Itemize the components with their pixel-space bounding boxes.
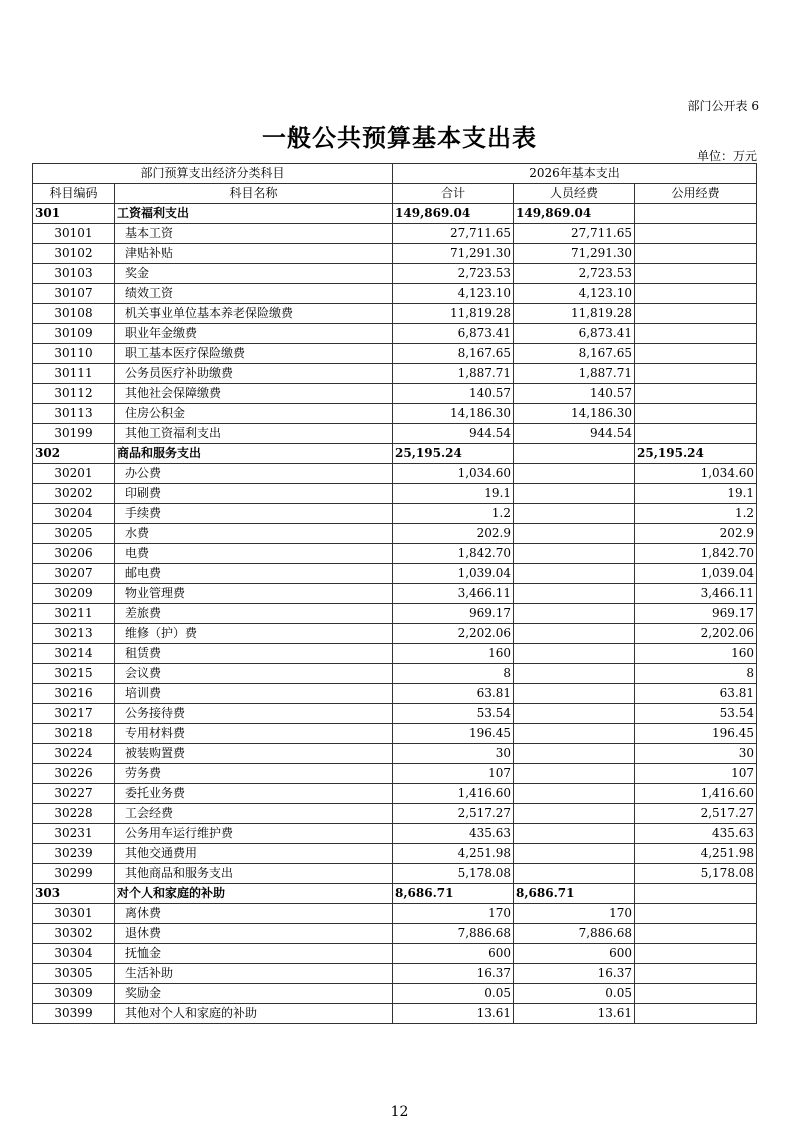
cell-public xyxy=(635,404,757,424)
cell-total: 53.54 xyxy=(393,704,514,724)
cell-total: 196.45 xyxy=(393,724,514,744)
cell-code: 30103 xyxy=(33,264,115,284)
cell-public xyxy=(635,284,757,304)
cell-name: 职工基本医疗保险缴费 xyxy=(115,344,393,364)
cell-personnel: 71,291.30 xyxy=(514,244,635,264)
column-header-personnel: 人员经费 xyxy=(514,184,635,204)
cell-public xyxy=(635,264,757,284)
cell-name: 办公费 xyxy=(115,464,393,484)
cell-name: 租赁费 xyxy=(115,644,393,664)
cell-name: 其他社会保障缴费 xyxy=(115,384,393,404)
group-header-basic-expenditure: 2026年基本支出 xyxy=(393,164,757,184)
table-row xyxy=(33,364,757,384)
cell-personnel xyxy=(514,624,635,644)
cell-public xyxy=(635,344,757,364)
cell-total: 600 xyxy=(393,944,514,964)
table-row xyxy=(33,344,757,364)
cell-public: 30 xyxy=(635,744,757,764)
cell-name: 工会经费 xyxy=(115,804,393,824)
table-row xyxy=(33,844,757,864)
cell-total: 149,869.04 xyxy=(393,204,514,224)
column-header-code: 科目编码 xyxy=(33,184,115,204)
cell-total: 27,711.65 xyxy=(393,224,514,244)
cell-total: 5,178.08 xyxy=(393,864,514,884)
cell-name: 其他工资福利支出 xyxy=(115,424,393,444)
cell-name: 劳务费 xyxy=(115,764,393,784)
cell-code: 30302 xyxy=(33,924,115,944)
cell-total: 7,886.68 xyxy=(393,924,514,944)
cell-public xyxy=(635,1004,757,1024)
cell-name: 公务接待费 xyxy=(115,704,393,724)
cell-code: 30109 xyxy=(33,324,115,344)
cell-public: 1,416.60 xyxy=(635,784,757,804)
cell-personnel: 8,167.65 xyxy=(514,344,635,364)
cell-code: 30217 xyxy=(33,704,115,724)
cell-code: 30218 xyxy=(33,724,115,744)
cell-total: 944.54 xyxy=(393,424,514,444)
cell-personnel: 149,869.04 xyxy=(514,204,635,224)
cell-name: 会议费 xyxy=(115,664,393,684)
cell-personnel xyxy=(514,724,635,744)
cell-code: 30399 xyxy=(33,1004,115,1024)
cell-public: 63.81 xyxy=(635,684,757,704)
cell-name: 机关事业单位基本养老保险缴费 xyxy=(115,304,393,324)
cell-personnel: 0.05 xyxy=(514,984,635,1004)
cell-code: 30199 xyxy=(33,424,115,444)
cell-code: 30209 xyxy=(33,584,115,604)
cell-name: 工资福利支出 xyxy=(115,204,393,224)
cell-personnel: 2,723.53 xyxy=(514,264,635,284)
table-body xyxy=(33,164,757,1024)
cell-code: 301 xyxy=(33,204,115,224)
cell-code: 303 xyxy=(33,884,115,904)
cell-total: 1,842.70 xyxy=(393,544,514,564)
cell-public: 25,195.24 xyxy=(635,444,757,464)
table-row xyxy=(33,504,757,524)
cell-name: 差旅费 xyxy=(115,604,393,624)
cell-personnel: 944.54 xyxy=(514,424,635,444)
cell-name: 其他商品和服务支出 xyxy=(115,864,393,884)
table-row xyxy=(33,524,757,544)
cell-personnel xyxy=(514,744,635,764)
cell-total: 140.57 xyxy=(393,384,514,404)
cell-total: 19.1 xyxy=(393,484,514,504)
table-row xyxy=(33,464,757,484)
cell-name: 公务用车运行维护费 xyxy=(115,824,393,844)
table-row xyxy=(33,424,757,444)
cell-name: 被装购置费 xyxy=(115,744,393,764)
table-row xyxy=(33,924,757,944)
group-header-row xyxy=(33,164,757,184)
cell-public: 160 xyxy=(635,644,757,664)
cell-code: 30216 xyxy=(33,684,115,704)
cell-total: 107 xyxy=(393,764,514,784)
cell-total: 2,517.27 xyxy=(393,804,514,824)
table-row xyxy=(33,304,757,324)
cell-name: 印刷费 xyxy=(115,484,393,504)
cell-total: 71,291.30 xyxy=(393,244,514,264)
cell-personnel: 140.57 xyxy=(514,384,635,404)
table-row xyxy=(33,564,757,584)
table-row xyxy=(33,724,757,744)
cell-code: 30231 xyxy=(33,824,115,844)
cell-public xyxy=(635,304,757,324)
cell-total: 4,251.98 xyxy=(393,844,514,864)
cell-total: 8,167.65 xyxy=(393,344,514,364)
cell-code: 30213 xyxy=(33,624,115,644)
cell-code: 30107 xyxy=(33,284,115,304)
cell-name: 对个人和家庭的补助 xyxy=(115,884,393,904)
page-number: 12 xyxy=(390,1104,409,1120)
cell-name: 专用材料费 xyxy=(115,724,393,744)
cell-public: 3,466.11 xyxy=(635,584,757,604)
cell-code: 30211 xyxy=(33,604,115,624)
cell-personnel xyxy=(514,464,635,484)
cell-name: 委托业务费 xyxy=(115,784,393,804)
cell-total: 160 xyxy=(393,644,514,664)
cell-code: 30204 xyxy=(33,504,115,524)
table-row xyxy=(33,704,757,724)
cell-name: 离休费 xyxy=(115,904,393,924)
cell-public xyxy=(635,984,757,1004)
cell-personnel xyxy=(514,824,635,844)
cell-personnel: 600 xyxy=(514,944,635,964)
cell-total: 14,186.30 xyxy=(393,404,514,424)
cell-personnel: 27,711.65 xyxy=(514,224,635,244)
cell-public xyxy=(635,384,757,404)
cell-public: 1,034.60 xyxy=(635,464,757,484)
table-row xyxy=(33,904,757,924)
cell-personnel xyxy=(514,604,635,624)
cell-personnel: 13.61 xyxy=(514,1004,635,1024)
cell-public xyxy=(635,364,757,384)
cell-public xyxy=(635,964,757,984)
cell-personnel xyxy=(514,784,635,804)
cell-public: 107 xyxy=(635,764,757,784)
cell-personnel xyxy=(514,704,635,724)
cell-public: 5,178.08 xyxy=(635,864,757,884)
cell-code: 30111 xyxy=(33,364,115,384)
cell-public xyxy=(635,244,757,264)
cell-public xyxy=(635,224,757,244)
column-header-row xyxy=(33,184,757,204)
cell-personnel xyxy=(514,644,635,664)
table-row xyxy=(33,944,757,964)
cell-personnel xyxy=(514,484,635,504)
cell-total: 8 xyxy=(393,664,514,684)
cell-personnel: 11,819.28 xyxy=(514,304,635,324)
cell-personnel xyxy=(514,804,635,824)
cell-public: 4,251.98 xyxy=(635,844,757,864)
cell-code: 30239 xyxy=(33,844,115,864)
cell-total: 1,416.60 xyxy=(393,784,514,804)
table-tag: 部门公开表 6 xyxy=(687,99,759,113)
page-title: 一般公共预算基本支出表 xyxy=(262,123,537,152)
cell-code: 30102 xyxy=(33,244,115,264)
cell-name: 商品和服务支出 xyxy=(115,444,393,464)
category-row xyxy=(33,444,757,464)
cell-public xyxy=(635,204,757,224)
cell-total: 1,887.71 xyxy=(393,364,514,384)
table-row xyxy=(33,1004,757,1024)
cell-name: 奖金 xyxy=(115,264,393,284)
cell-public: 435.63 xyxy=(635,824,757,844)
unit-label: 单位：万元 xyxy=(696,149,757,163)
cell-name: 培训费 xyxy=(115,684,393,704)
cell-total: 30 xyxy=(393,744,514,764)
cell-public xyxy=(635,944,757,964)
table-row xyxy=(33,384,757,404)
cell-code: 30205 xyxy=(33,524,115,544)
cell-public: 1,039.04 xyxy=(635,564,757,584)
cell-total: 1.2 xyxy=(393,504,514,524)
cell-public xyxy=(635,424,757,444)
cell-total: 2,202.06 xyxy=(393,624,514,644)
cell-code: 30207 xyxy=(33,564,115,584)
cell-code: 30113 xyxy=(33,404,115,424)
table-row xyxy=(33,744,757,764)
cell-total: 435.63 xyxy=(393,824,514,844)
cell-total: 63.81 xyxy=(393,684,514,704)
cell-code: 30206 xyxy=(33,544,115,564)
cell-public xyxy=(635,324,757,344)
cell-code: 30201 xyxy=(33,464,115,484)
cell-personnel: 8,686.71 xyxy=(514,884,635,904)
cell-public: 53.54 xyxy=(635,704,757,724)
cell-public: 2,517.27 xyxy=(635,804,757,824)
cell-public xyxy=(635,884,757,904)
cell-public xyxy=(635,904,757,924)
cell-name: 住房公积金 xyxy=(115,404,393,424)
table-row xyxy=(33,404,757,424)
cell-name: 绩效工资 xyxy=(115,284,393,304)
cell-code: 30301 xyxy=(33,904,115,924)
table-row xyxy=(33,864,757,884)
cell-public: 8 xyxy=(635,664,757,684)
cell-personnel xyxy=(514,684,635,704)
cell-personnel: 14,186.30 xyxy=(514,404,635,424)
cell-total: 25,195.24 xyxy=(393,444,514,464)
table-row xyxy=(33,224,757,244)
cell-personnel xyxy=(514,844,635,864)
cell-public: 202.9 xyxy=(635,524,757,544)
column-header-name: 科目名称 xyxy=(115,184,393,204)
cell-public: 1,842.70 xyxy=(635,544,757,564)
cell-personnel xyxy=(514,524,635,544)
cell-personnel xyxy=(514,444,635,464)
cell-personnel: 4,123.10 xyxy=(514,284,635,304)
cell-name: 维修（护）费 xyxy=(115,624,393,644)
table-row xyxy=(33,684,757,704)
cell-code: 302 xyxy=(33,444,115,464)
cell-personnel xyxy=(514,864,635,884)
cell-code: 30224 xyxy=(33,744,115,764)
cell-code: 30309 xyxy=(33,984,115,1004)
cell-total: 1,034.60 xyxy=(393,464,514,484)
cell-public: 19.1 xyxy=(635,484,757,504)
cell-personnel xyxy=(514,564,635,584)
cell-name: 基本工资 xyxy=(115,224,393,244)
cell-public: 1.2 xyxy=(635,504,757,524)
cell-public: 196.45 xyxy=(635,724,757,744)
cell-personnel: 170 xyxy=(514,904,635,924)
cell-total: 6,873.41 xyxy=(393,324,514,344)
table-row xyxy=(33,784,757,804)
cell-code: 30214 xyxy=(33,644,115,664)
cell-code: 30202 xyxy=(33,484,115,504)
cell-name: 其他对个人和家庭的补助 xyxy=(115,1004,393,1024)
cell-personnel xyxy=(514,544,635,564)
cell-code: 30110 xyxy=(33,344,115,364)
column-header-public: 公用经费 xyxy=(635,184,757,204)
cell-personnel xyxy=(514,584,635,604)
cell-code: 30101 xyxy=(33,224,115,244)
cell-public xyxy=(635,924,757,944)
cell-public: 2,202.06 xyxy=(635,624,757,644)
cell-personnel: 7,886.68 xyxy=(514,924,635,944)
cell-name: 公务员医疗补助缴费 xyxy=(115,364,393,384)
cell-name: 邮电费 xyxy=(115,564,393,584)
table-row xyxy=(33,264,757,284)
table-row xyxy=(33,244,757,264)
cell-name: 其他交通费用 xyxy=(115,844,393,864)
cell-personnel xyxy=(514,664,635,684)
cell-code: 30112 xyxy=(33,384,115,404)
cell-code: 30228 xyxy=(33,804,115,824)
table-row xyxy=(33,324,757,344)
cell-total: 13.61 xyxy=(393,1004,514,1024)
cell-total: 4,123.10 xyxy=(393,284,514,304)
table-row xyxy=(33,764,757,784)
cell-name: 物业管理费 xyxy=(115,584,393,604)
cell-name: 水费 xyxy=(115,524,393,544)
cell-total: 2,723.53 xyxy=(393,264,514,284)
cell-public: 969.17 xyxy=(635,604,757,624)
cell-total: 16.37 xyxy=(393,964,514,984)
cell-code: 30305 xyxy=(33,964,115,984)
cell-code: 30226 xyxy=(33,764,115,784)
cell-total: 1,039.04 xyxy=(393,564,514,584)
cell-code: 30108 xyxy=(33,304,115,324)
cell-name: 职业年金缴费 xyxy=(115,324,393,344)
table-row xyxy=(33,984,757,1004)
column-header-total: 合计 xyxy=(393,184,514,204)
table-row xyxy=(33,664,757,684)
category-row xyxy=(33,884,757,904)
category-row xyxy=(33,204,757,224)
table-row xyxy=(33,284,757,304)
cell-total: 11,819.28 xyxy=(393,304,514,324)
cell-name: 津贴补贴 xyxy=(115,244,393,264)
cell-total: 170 xyxy=(393,904,514,924)
cell-total: 202.9 xyxy=(393,524,514,544)
cell-personnel: 1,887.71 xyxy=(514,364,635,384)
table-row xyxy=(33,544,757,564)
cell-total: 0.05 xyxy=(393,984,514,1004)
cell-code: 30215 xyxy=(33,664,115,684)
cell-name: 退休费 xyxy=(115,924,393,944)
cell-code: 30299 xyxy=(33,864,115,884)
cell-personnel: 16.37 xyxy=(514,964,635,984)
table-row xyxy=(33,624,757,644)
cell-total: 969.17 xyxy=(393,604,514,624)
table-row xyxy=(33,584,757,604)
cell-name: 抚恤金 xyxy=(115,944,393,964)
budget-table xyxy=(32,163,757,1024)
cell-name: 奖励金 xyxy=(115,984,393,1004)
group-header-classification: 部门预算支出经济分类科目 xyxy=(33,164,393,184)
table-row xyxy=(33,824,757,844)
table-row xyxy=(33,964,757,984)
cell-personnel xyxy=(514,764,635,784)
cell-total: 8,686.71 xyxy=(393,884,514,904)
cell-name: 手续费 xyxy=(115,504,393,524)
table-row xyxy=(33,644,757,664)
cell-code: 30304 xyxy=(33,944,115,964)
cell-code: 30227 xyxy=(33,784,115,804)
table-row xyxy=(33,604,757,624)
cell-personnel xyxy=(514,504,635,524)
table-row xyxy=(33,484,757,504)
cell-personnel: 6,873.41 xyxy=(514,324,635,344)
table-row xyxy=(33,804,757,824)
cell-total: 3,466.11 xyxy=(393,584,514,604)
cell-name: 生活补助 xyxy=(115,964,393,984)
cell-name: 电费 xyxy=(115,544,393,564)
